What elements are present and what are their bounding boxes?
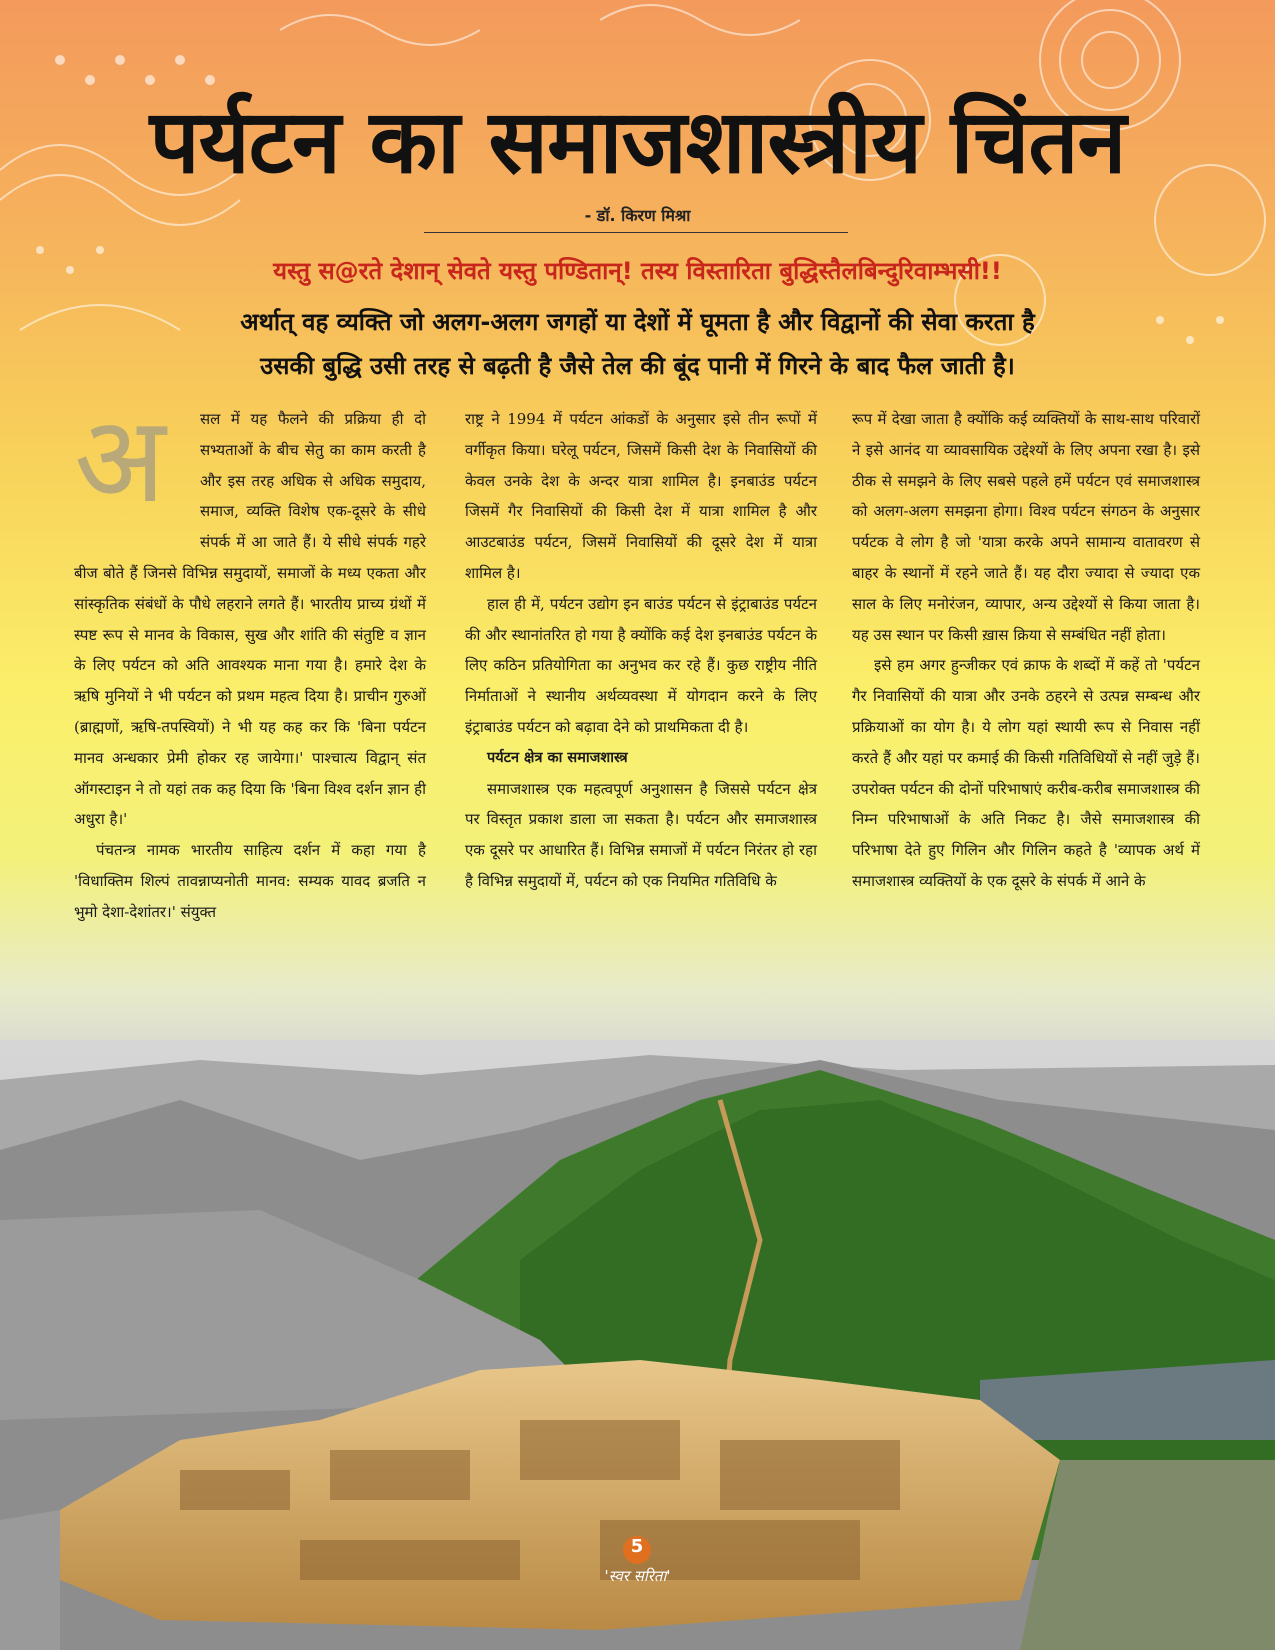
verse-meaning [60, 300, 1215, 388]
article-title: पर्यटन का समाजशास्त्रीय चिंतन [149, 90, 1126, 193]
paragraph: सल में यह फैलने की प्रक्रिया ही दो सभ्यताओं के बीच सेतु का काम करती है और इस तरह अधिक से अधिक समुदाय, समाज, व्यक्ति विशेष एक-दूसरे के सीधे संपर्क में आ जाते हैं। ये सीधे संपर्क गहरे बीज बोते हैं जिनसे विभिन्न समुदायों, समाजों के मध्य एकता और सांस्कृतिक संबंधों के पौधे लहराने लगते हैं। भारतीय प्राच्य ग्रंथों में स्पष्ट रूप से मानव के विकास, सुख और शांति की संतुष्टि व ज्ञान के लिए पर्यटन को अति आवश्यक माना गया है। हमारे देश के ऋषि मुनियों ने भी पर्यटन को प्रथम महत्व दिया है। प्राचीन गुरुओं (ब्राह्मणों, ऋषि-तपस्वियों) ने भी यह कह कर कि 'बिना पर्यटन मानव अन्धकार प्रेमी होकर रह जायेगा।' पाश्चात्य विद्वान् संत ऑगस्टाइन ने तो यहां तक कह दिया कि 'बिना विश्व दर्शन ज्ञान ही अधुरा है।' [74, 410, 426, 829]
page-number: 5 [630, 1536, 644, 1557]
author-name: - डॉ. किरण मिश्रा [584, 206, 691, 225]
drop-cap: अ [74, 391, 166, 530]
sanskrit-verse: यस्तु स@रते देशान् सेवते यस्तु पण्डितान्! तस्य विस्तारिता बुद्धिस्तैलबिन्दुरिवाम्भसी!! [273, 257, 1002, 285]
article-column-3 [852, 404, 1200, 897]
paragraph: हाल ही में, पर्यटन उद्योग इन बाउंड पर्यटन से इंट्राबाउंड पर्यटन की और स्थानांतरित हो गया है क्योंकि कई देश इनबाउंड पर्यटन के लिए कठिन प्रतियोगिता का अनुभव कर रहे हैं। कुछ राष्ट्रीय नीति निर्माताओं ने स्थानीय अर्थव्यवस्था में योगदान करने के लिए इंट्राबाउंड पर्यटन को बढ़ावा देने को प्राथमिकता दी है। [465, 594, 817, 736]
fort-landscape-photo [0, 1040, 1275, 1650]
section-heading: पर्यटन क्षेत्र का समाजशास्त्र [487, 749, 628, 766]
paragraph: इसे हम अगर हुन्जीकर एवं क्राफ के शब्दों में कहें तो 'पर्यटन गैर निवासियों की यात्रा और उनके ठहरने से उत्पन्न सम्बन्ध और प्रक्रियाओं का योग है। ये लोग यहां स्थायी रूप से निवास नहीं करते हैं और यहां पर कमाई की किसी गतिविधियों से नहीं जुड़े हैं। उपरोक्त पर्यटन की दोनों परिभाषाएं करीब-करीब समाजशास्त्र की निम्न परिभाषाओं के अति निकट है। जैसे समाजशास्त्र की परिभाषा देते हुए गिलिन और गिलिन कहते है 'व्यापक अर्थ में समाजशास्त्र व्यक्तियों के एक दूसरे के संपर्क में आने के [852, 656, 1200, 890]
verse-meaning-line-2: उसकी बुद्धि उसी तरह से बढ़ती है जैसे तेल की बूंद पानी में गिरने के बाद फैल जाती है। [260, 352, 1015, 380]
verse-meaning-line-1: अर्थात् वह व्यक्ति जो अलग-अलग जगहों या देशों में घूमता है और विद्वानों की सेवा करता है [240, 308, 1035, 336]
paragraph: रूप में देखा जाता है क्योंकि कई व्यक्तियों के साथ-साथ परिवारों ने इसे आनंद या व्यावसायिक उद्देश्यों के लिए अपना रखा है। इसे ठीक से समझने के लिए सबसे पहले हमें पर्यटन एवं समाजशास्त्र को अलग-अलग समझना होगा। विश्व पर्यटन संगठन के अनुसार पर्यटक वे लोग है जो 'यात्रा करके अपने सामान्य वातावरण से बाहर के स्थानों में रहने जाते हैं। यह दौरा ज्यादा से ज्यादा एक साल के लिए मनोरंजन, व्यापार, अन्य उद्देश्यों से किया जाता है। यह उस स्थान पर किसी ख़ास क्रिया से सम्बंधित नहीं होता। [852, 410, 1200, 644]
paragraph: पंचतन्त्र नामक भारतीय साहित्य दर्शन में कहा गया है 'विधाक्तिम शिल्पं तावन्नाप्यनोती मानव: सम्यक यावद ब्रजति न भुमो देशा-देशांतर।' संयुक्त [74, 841, 426, 921]
article-column-2 [465, 404, 817, 897]
article-column-1 [74, 391, 426, 928]
paragraph: राष्ट्र ने 1994 में पर्यटन आंकडों के अनुसार इसे तीन रूपों में वर्गीकृत किया। घरेलू पर्यटन, जिसमें किसी देश के निवासियों की केवल उनके देश के अन्दर यात्रा शामिल है। इनबाउंड पर्यटन जिसमें गैर निवासियों की किसी देश में यात्रा शामिल है और आउटबाउंड पर्यटन, जिसमें निवासियों की दूसरे देश में यात्रा शामिल है। [465, 410, 817, 582]
divider [424, 232, 848, 233]
paragraph: समाजशास्त्र एक महत्वपूर्ण अनुशासन है जिससे पर्यटन क्षेत्र पर विस्तृत प्रकाश डाला जा सकता है। पर्यटन और समाजशास्त्र एक दूसरे पर आधारित हैं। विभिन्न समाजों में पर्यटन निरंतर हो रहा है विभिन्न समुदायों में, पर्यटन को एक नियमित गतिविधि के [465, 779, 817, 890]
magazine-name: 'स्वर सरिता' [604, 1567, 671, 1585]
